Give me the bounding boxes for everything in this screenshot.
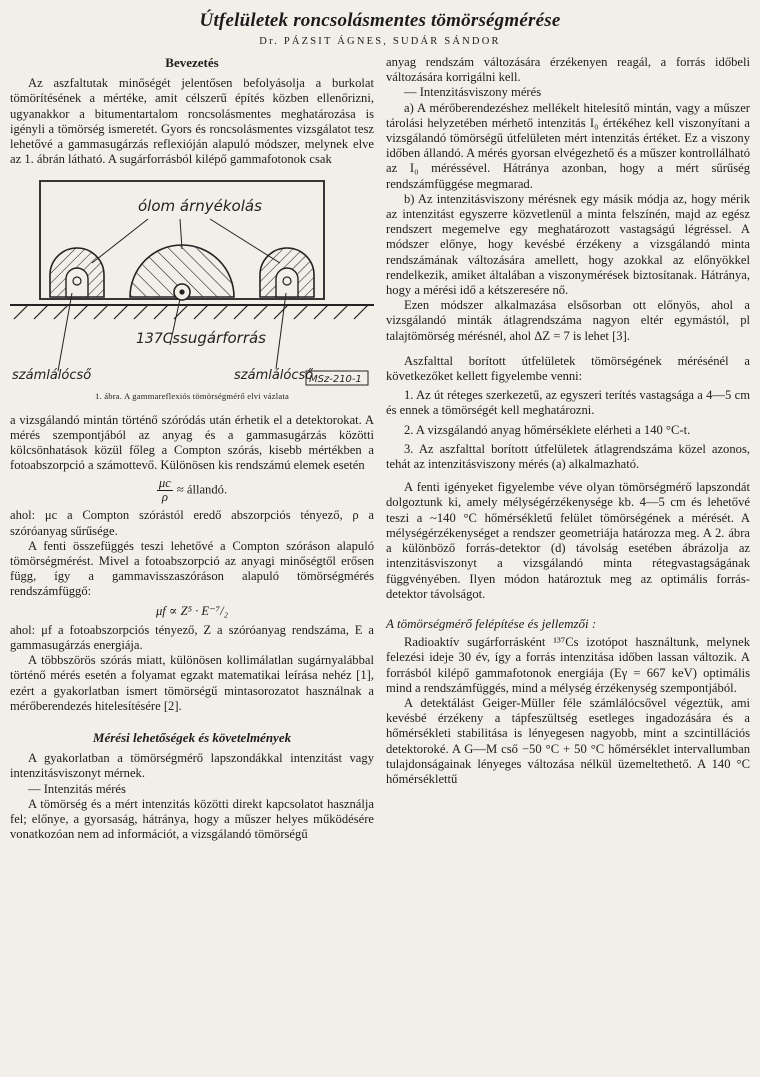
formula-compton xyxy=(10,477,374,504)
formula-compton-rest: ≈ állandó. xyxy=(176,482,228,497)
list-intensity-measurement: — Intenzitás mérés xyxy=(28,781,126,796)
intro-paragraph: Az aszfaltutak minőségét jelentősen befolyásolja a burkolat tömörítésének a mértéke, amit célszerű építés közben ellenőrizni, ugyanakkor a bitumentartalom roncsolásmentes meghatározása is igényli a tömörség ismeretét. Gyors és roncsolásmentes vizsgálatot tesz lehetővé a gammasugárzás reflexióján alapuló módszer, melynek elve az 1. ábrán látható. A sugárforrásból kilépő gammafotonok csak xyxy=(10,76,374,167)
paragraph-compton-basis: A fenti összefüggés teszi lehetővé a Compton szóráson alapuló tömörségmérést. Mivel a fotoabszorpció az anyagi minőségtől erősen függ, így a gammavisszaszóráson alapuló tömörségmérés rendszámfüggő: xyxy=(10,538,374,599)
article-title: Útfelületek roncsolásmentes tömörségmérése xyxy=(199,10,561,31)
figure-stamp: MSz-210-1 xyxy=(309,374,362,386)
paragraph-continued: anyag rendszám változására érzékenyen reagál, a forrás időbeli változására korrigálni kell. xyxy=(386,55,750,85)
paragraph-requirements: Aszfalttal borított útfelületek tömörségének mérésénél a következőket kellett figyelembe venni: xyxy=(386,353,750,384)
label-source: sugárforrás xyxy=(180,329,267,348)
article-authors: Dr. PÁZSIT ÁGNES, SUDÁR SÁNDOR xyxy=(259,36,501,47)
left-column xyxy=(10,55,374,843)
intro-heading: Bevezetés xyxy=(165,55,219,70)
label-counter-left: számlálócső xyxy=(12,368,92,384)
figure-1-caption: 1. ábra. A gammareflexiós tömörségmérő elvi vázlata xyxy=(95,391,289,402)
label-lead-shield: ólom árnyékolás xyxy=(138,197,262,216)
paragraph-where-1: ahol: μc a Compton szórástól eredő abszorpciós tényező, ρ a szóróanyag sűrűsége. xyxy=(10,508,374,538)
requirement-3: 3. Az aszfalttal borított útfelületek átlagrendszáma közel azonos, tehát az intenzitásviszony mérés (a) alkalmazható. xyxy=(386,441,750,472)
gauge-schematic xyxy=(10,175,374,387)
paragraph-intensity: A tömörség és a mért intenzitás közötti direkt kapcsolatot használja fel; előnye, a gyorsaság, hátránya, hogy a műszer helyes működésére vonatkozóan nem ad információt, a vizsgálandó tömörségű xyxy=(10,796,374,842)
paragraph-where-2: ahol: μf a fotoabszorpciós tényező, Z a szóróanyag rendszáma, E a gammasugárzás energiája. xyxy=(10,622,374,653)
paragraph-method-a: a) A mérőberendezéshez mellékelt hitelesítő mintán, vagy a műszer tárolási helyzetében mérhető intenzitás I₀ értékéhez kell viszonyítani a vizsgálandó tömörségű útfelületen mért intenzitás értéket. Ez a viszony időben állandó. A mérés gyorsan elvégezhető és a műszer kontrollálható az I₀ méréssével. Hátránya azonban, hogy a mért sűrűség rendszámfüggése megmarad. xyxy=(386,100,750,191)
section-3-heading: A tömörségmérő felépítése és jellemzői : xyxy=(386,615,597,631)
requirement-1: 1. Az út réteges szerkezetű, az egyszeri terítés vastagsága a 4—5 cm és ennek a tömörségét kell meghatározni. xyxy=(386,388,750,418)
section-2-heading: Mérési lehetőségek és követelmények xyxy=(92,730,292,746)
list-ratio-measurement: — Intenzitásviszony mérés xyxy=(404,85,542,100)
formula-compton-numerator: μc xyxy=(158,476,171,491)
label-isotope: 137Cs xyxy=(136,331,180,348)
formula-photoabsorption: μf ∝ Z⁵ · E⁻⁷/₂ xyxy=(155,603,229,618)
right-column xyxy=(386,55,750,843)
paragraph-detector: A detektálást Geiger-Müller féle számlálócsővel végeztük, ami kevésbé érzékeny a tápfeszültség esetleges ingadozására és a hőmérsékleti stabilitása is lényegesen nagyobb, mint a szcintillációs detektoroké. A G—M cső −50 °C + 50 °C hőmérséklet intervallumban tulajdonságainak lényeges változása nélkül üzemeltethető. A 140 °C hőmérséklettű xyxy=(386,695,750,786)
figure-1 xyxy=(10,175,374,387)
paragraph-practice: A gyakorlatban a tömörségmérő lapszondákkal intenzitást vagy intenzitásviszonyt mérnek. xyxy=(10,751,374,781)
formula-compton-denominator: ρ xyxy=(161,490,168,505)
paragraph-design: A fenti igényeket figyelembe véve olyan tömörségmérő lapszondát dolgoztunk ki, amely mélységérzékenysége kb. 4—5 cm és lehetővé teszi a ~140 °C hőmérsékletű felület tömörségének a mérését. A mélységérzékenységet a rendszer geometriája határozza meg. A 2. ábra a különböző forrás-detektor (d) távolság esetében ábrázolja az intenzitásviszonyt a vizsgálandó minta rétegvastagságának függvényében. Ilyen módon határoztuk meg az optimális forrás-detektor távolságot. xyxy=(386,480,750,601)
ground-hatching xyxy=(14,305,368,319)
label-counter-right: számlálócső xyxy=(234,368,314,384)
paragraph-method-b: b) Az intenzitásviszony mérésnek egy másik módja az, hogy mérik az intenzitást egyszerre közvetlenül a minta felszínén, majd az egész rendszert megemelve egy meghatározott vastagságú légréssel. A módszer előnye, hogy kevésbé érzékeny a vizsgálandó minta rendszámának változására amellett, hogy azokkal az előnyökkel rendelkezik, amiket általában a viszonymérések biztosítanak. Hátránya, hogy a mérési idő a kétszeresére nő. xyxy=(386,191,750,298)
paragraph-scattering: a vizsgálandó mintán történő szóródás után érhetik el a detektorokat. A mérés szempontjából az anyag és a gammasugárzás közötti kölcsönhatások közül főleg a Compton szórás, kisebb mértékben a fotoabszorpció a számottevő. Különösen kis rendszámú elemek esetén xyxy=(10,412,374,473)
paragraph-source: Radioaktív sugárforrásként ¹³⁷Cs izotópot használtunk, melynek felezési ideje 30 év, így a forrás intenzitása időben lassan változik. A forrásból kilépő gammafotonok energiája (Eγ = 667 keV) optimális mind a rendszámfüggés, mind a mélység érzékenység szempontjából. xyxy=(386,635,750,695)
paragraph-application: Ezen módszer alkalmazása elsősorban ott előnyös, ahol a vizsgálandó minták átlagrendszáma nagyon eltér egymástól, pl talajtömörség mérésnél, ahol ΔZ = 7 is lehet [3]. xyxy=(386,298,750,343)
requirement-2: 2. A vizsgálandó anyag hőmérséklete elérheti a 140 °C-t. xyxy=(404,422,691,437)
two-column-body xyxy=(10,55,750,843)
paragraph-multiple-scattering: A többszörös szórás miatt, különösen kollimálatlan sugárnyalábbal történő mérés esetén a folyamat egzakt matematikai leírása nehéz [1], ezért a gyakorlatban ismert tömörségű mintasorozatot használnak a mérőberendezés hitelesítésére [2]. xyxy=(10,653,374,713)
